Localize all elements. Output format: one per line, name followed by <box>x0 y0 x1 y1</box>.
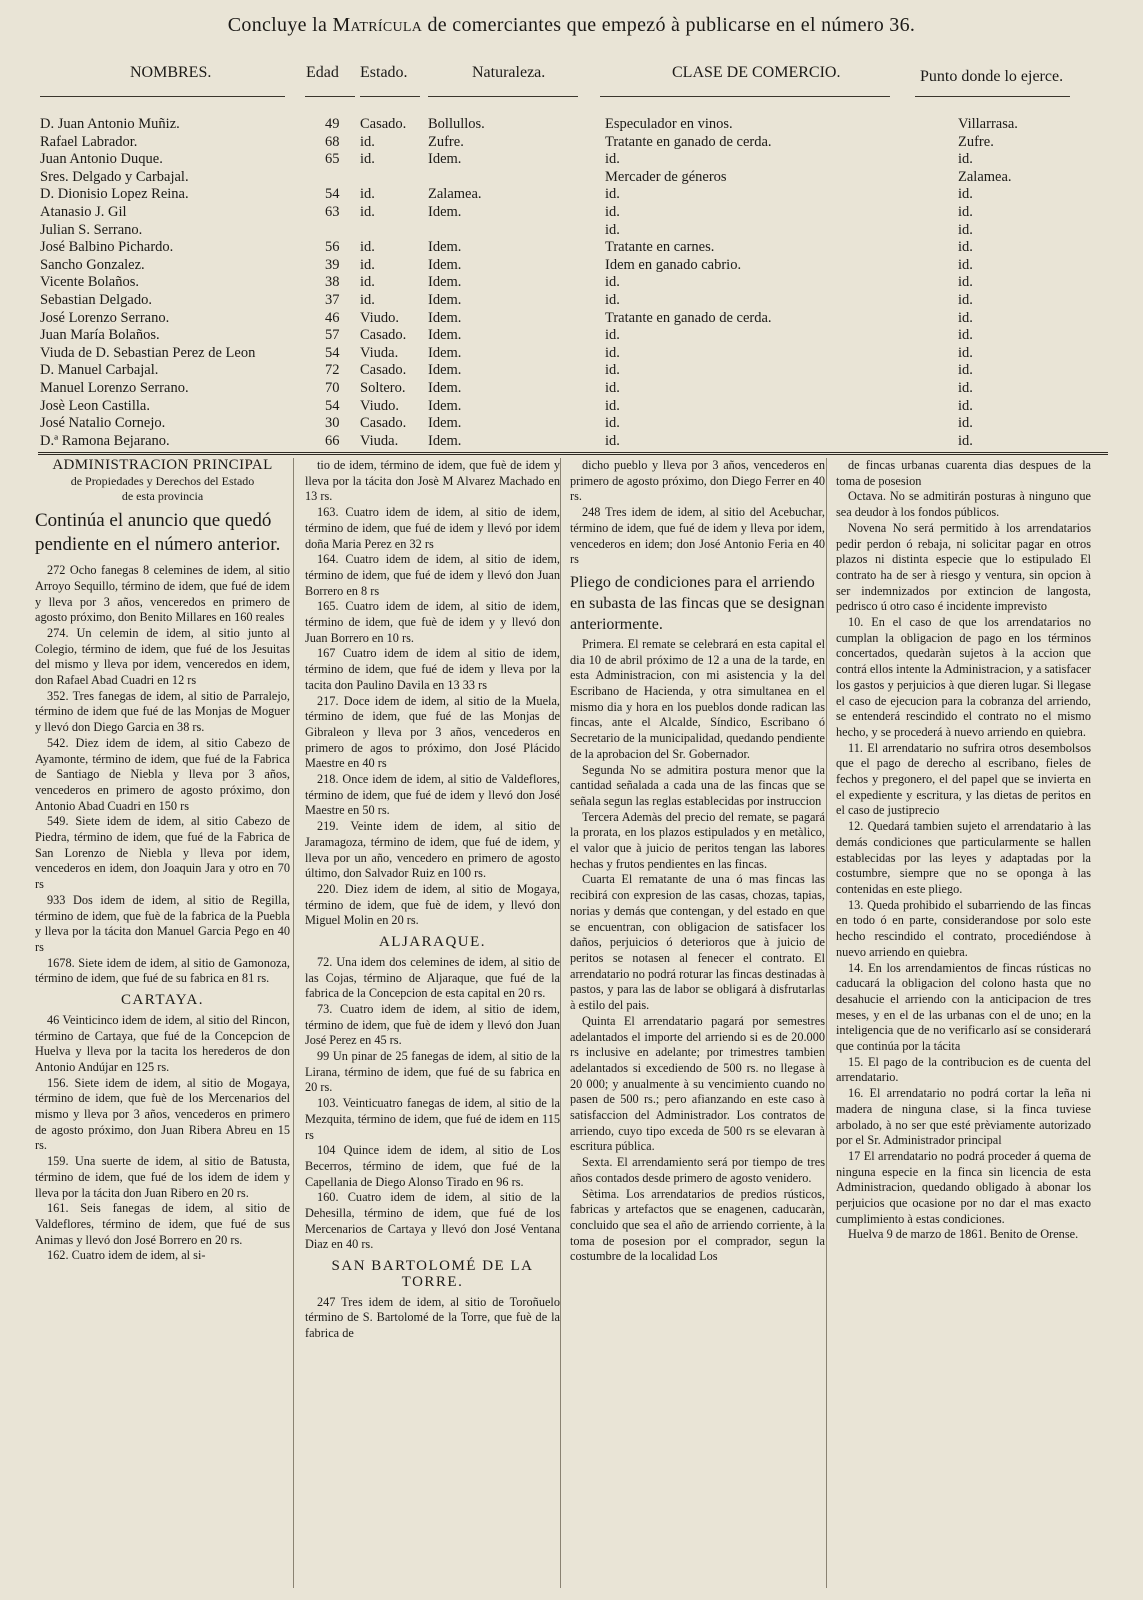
table-row <box>0 134 1143 152</box>
paragraph: 11. El arrendatario no sufrira otros desembolsos que el pago de derecho al escribano, fieles de fechos y pregonero, el del papel que se invierta en el expediente y escritura, y las dietas de peritos en el caso de justiprecio <box>836 740 1091 818</box>
paragraph: 99 Un pinar de 25 fanegas de idem, al sitio de la Lirana, término de idem, que fué de su fabrica en 20 rs. <box>305 1049 560 1095</box>
cell-punto: id. <box>958 380 973 396</box>
cell-estado: id. <box>360 133 375 150</box>
cell-punto: id. <box>958 186 973 203</box>
paragraph: 274. Un celemin de idem, al sitio junto al Colegio, término de idem, que fué de los Jesuitas del mismo y lleva por idem, venceredos en idem, don Rafael Abad Cuadri en 12 rs <box>35 625 290 688</box>
cell-punto: id. <box>958 432 973 449</box>
paragraph: 10. En el caso de que los arrendatarios no cumplan la obligacion de pago en los términos concertados, quedaràn sujetos à la accion que contrá ellos intente la Administracion, y a satisfacer los gastos y perjuicios à que dieren lugar. Si llegase el caso de ejecucion para la cobranza del arriendo, se entenderá rescindido el contrato no el mismo hecho, y se procederá à nuevo arriendo en quiebra. <box>836 615 1091 739</box>
paragraph-group <box>305 1295 560 1342</box>
cell-clase: id. <box>605 362 620 379</box>
cell-nat: Bollullos. <box>428 116 485 132</box>
cell-nat: Idem. <box>428 327 462 344</box>
section-heading: ADMINISTRACION PRINCIPAL <box>52 458 273 473</box>
cell-estado: id. <box>360 186 375 203</box>
column-divider <box>826 458 827 1588</box>
table-row <box>0 345 1143 363</box>
cell-clase: id. <box>605 380 620 396</box>
section-subheading: de Propiedades y Derechos del Estado <box>70 473 255 488</box>
cell-clase: id. <box>605 204 620 220</box>
cell-nombre: D. Manuel Carbajal. <box>40 362 159 379</box>
cell-punto: Zalamea. <box>958 168 1012 185</box>
cell-punto: id. <box>958 344 973 361</box>
table-row <box>0 398 1143 416</box>
table-row <box>0 169 1143 187</box>
cell-edad: 30 <box>325 415 340 432</box>
cell-punto: id. <box>958 239 973 256</box>
cell-nat: Idem. <box>428 415 462 432</box>
cell-punto: id. <box>958 309 973 326</box>
paragraph: Quinta El arrendatario pagará por semestres adelantados el importe del arriendo si es de 20.000 rs inclusive en adelante; por trimestres tambien adelantados si excediendo de 500 rs. no llegase à 20 000; y anualmente à su vencimiento cuando no pasen de 500 rs.; pero afianzando en este caso à satisfaccion del Administrador. Los contratos de arriendo, cuyo tipo exceda de 500 rs se elevaran à escritura pública. <box>570 1013 825 1154</box>
cell-estado: id. <box>360 239 375 256</box>
paragraph: 219. Veinte idem de idem, al sitio de Jaramagoza, término de idem, que fué de idem, y lleva por un año, vencedero en primero de agosto último, don Salvador Ruiz en 100 rs. <box>305 819 560 881</box>
table-row <box>0 310 1143 328</box>
header-rule <box>305 96 355 97</box>
cell-punto: id. <box>958 292 973 308</box>
cell-clase: id. <box>605 415 620 432</box>
paragraph: Cuarta El rematante de una ó mas fincas las recibirá con expresion de las casas, chozas, tapias, norias y demás que contengan, y del estado en que se encuentran, con obligacion de satisfacer los daños, perjuicios ó deterioros que à juicio de peritos se notasen al fenecer el contrato. El arrendatario no podrá roturar las fincas destinadas à pastos, y para las de labor se obligará à disfrutarlas à estilo del pais. <box>570 872 825 1013</box>
paragraph: dicho pueblo y lleva por 3 años, vencederos en primero de agosto próximo, don Diego Ferrer en 40 rs. <box>570 458 825 504</box>
paragraph: 14. En los arrendamientos de fincas rústicas no caducará la obligacion del colono hasta que no desahucie el arriendo con la anticipacion de tres meses, y en el de las urbanas con el de uno; en la inteligencia que de no verificarlo así se considerará que continúa por la tácita <box>836 960 1091 1054</box>
cell-nat: Idem. <box>428 256 462 273</box>
table-row <box>0 274 1143 292</box>
paragraph-group <box>305 458 560 929</box>
table-row <box>0 239 1143 257</box>
header-nombres: NOMBRES. <box>130 64 212 81</box>
cell-clase: id. <box>605 327 620 344</box>
paragraph: 549. Siete idem de idem, al sitio Cabezo de Piedra, término de idem, que fué de la Fabrica de San Lorenzo de Niebla y lleva por idem, vencederos en idem, don Joaquin Jara y otro en 70 rs <box>35 814 290 892</box>
column-1 <box>35 458 290 1600</box>
cell-clase: Idem en ganado cabrio. <box>605 256 742 273</box>
cell-edad: 72 <box>325 362 340 379</box>
paragraph-group <box>35 1013 290 1264</box>
header-clase: CLASE DE COMERCIO. <box>672 64 841 81</box>
cell-edad: 39 <box>325 256 340 273</box>
cell-estado: id. <box>360 151 375 168</box>
table-bottom-rule <box>38 452 1108 455</box>
cell-nombre: José Balbino Pichardo. <box>40 239 174 256</box>
cell-punto: id. <box>958 221 973 238</box>
cell-clase: Especulador en vinos. <box>605 116 733 132</box>
cell-nat: Idem. <box>428 397 462 414</box>
cell-nat: Idem. <box>428 292 462 308</box>
table-row <box>0 380 1143 398</box>
cell-edad: 54 <box>325 186 340 203</box>
paragraph-group <box>836 458 1091 1243</box>
cell-nombre: José Lorenzo Serrano. <box>40 309 170 326</box>
column-4 <box>836 458 1091 1600</box>
cell-nombre: D.ª Ramona Bejarano. <box>40 432 170 449</box>
column-divider <box>560 458 561 1588</box>
paragraph: 12. Quedará tambien sujeto el arrendatario à las demás condiciones que particularmente se hallen establecidas por las leyes y adaptadas por la costumbre, siempre que no se oponga à las contenidas en este pliego. <box>836 819 1091 896</box>
paragraph: 16. El arrendatario no podrá cortar la leña ni madera de ninguna clase, si la finca tuviese arbolado, à no ser que esté prèviamente autorizado por el Sr. Administrador principal <box>836 1086 1091 1148</box>
table-row <box>0 186 1143 204</box>
header-estado: Estado. <box>360 64 408 81</box>
cell-clase: id. <box>605 397 620 414</box>
headline-post: de comerciantes que empezó à publicarse en el número 36. <box>427 14 916 36</box>
header-naturaleza: Naturaleza. <box>472 64 546 81</box>
cell-clase: Mercader de géneros <box>605 168 727 185</box>
cell-clase: id. <box>605 432 620 449</box>
town-heading: ALJARAQUE. <box>378 934 487 951</box>
table-row <box>0 362 1143 380</box>
table-row <box>0 204 1143 222</box>
header-edad: Edad <box>306 64 339 81</box>
cell-punto: id. <box>958 151 973 168</box>
table-row <box>0 222 1143 240</box>
cell-nombre: José Natalio Cornejo. <box>40 415 166 432</box>
paragraph: 156. Siete idem de idem, al sitio de Mogaya, término de idem, que fuè de los Mercenarios del mismo y lleva por 3 años, vencederos en primero de agosto próximo, don Juan Ribera Abreu en 15 rs. <box>35 1075 290 1153</box>
paragraph: 165. Cuatro idem de idem, al sitio de idem, término de idem, que fuè de idem y y llevó don Juan Borrero en 10 rs. <box>305 599 560 645</box>
paragraph: Huelva 9 de marzo de 1861. Benito de Orense. <box>848 1227 1079 1242</box>
cell-nat: Idem. <box>428 274 462 291</box>
cell-edad: 54 <box>325 397 340 414</box>
cell-edad: 37 <box>325 292 340 308</box>
header-rule <box>428 96 578 97</box>
headline-pre: Concluye la <box>227 14 328 36</box>
header-rule <box>915 96 1070 97</box>
paragraph: tio de idem, término de idem, que fuè de idem y lleva por la tácita don Josè M Alvarez Machado en 13 rs. <box>305 458 560 504</box>
cell-nat: Idem. <box>428 309 462 326</box>
paragraph-group <box>570 637 825 1265</box>
cell-estado: Viudo. <box>360 309 400 326</box>
header-punto: Punto donde lo ejerce. <box>920 68 1064 85</box>
column-3 <box>570 458 825 1600</box>
cell-clase: Tratante en carnes. <box>605 239 715 256</box>
cell-clase: Tratante en ganado de cerda. <box>605 133 772 150</box>
paragraph: 46 Veinticinco idem de idem, al sitio del Rincon, término de Cartaya, que fué de la Concepcion de Huelva y lleva por la tacita los herederos de don Antonio Andújar en 125 rs. <box>35 1012 290 1074</box>
cell-clase: id. <box>605 151 620 168</box>
cell-punto: Villarrasa. <box>958 116 1018 132</box>
paragraph: 162. Cuatro idem de idem, al si- <box>47 1248 206 1263</box>
cell-nombre: Sancho Gonzalez. <box>40 256 145 273</box>
cell-nombre: D. Dionisio Lopez Reina. <box>40 186 189 203</box>
cell-punto: id. <box>958 415 973 432</box>
cell-edad: 63 <box>325 204 340 220</box>
cell-nat: Idem. <box>428 344 462 361</box>
cell-edad: 66 <box>325 432 340 449</box>
paragraph: Primera. El remate se celebrará en esta capital el dia 10 de abril próximo de 12 a una de la tarde, en esta Administracion, con mi asistencia y la del Escribano de Hacienda, y otra simultanea en el mismo dia y hora en los pueblos donde radican las fincas, ante el Alcalde, Síndico, Escribano ó Secretario de la municipalidad, quedando pendiente de la aprobacion del Sr. Gobernador. <box>570 636 825 761</box>
paragraph: 160. Cuatro idem de idem, al sitio de la Dehesilla, término de idem, que fué de los Mercenarios de Cartaya y llevó don José Ventana Diaz en 40 rs. <box>305 1190 560 1252</box>
cell-estado: id. <box>360 256 375 273</box>
table-row <box>0 327 1143 345</box>
section-subheading: de esta provincia <box>121 489 204 504</box>
cell-nombre: Sres. Delgado y Carbajal. <box>40 168 189 185</box>
table-row <box>0 151 1143 169</box>
paragraph: 542. Diez idem de idem, al sitio Cabezo de Ayamonte, término de idem, que fué de la Fabrica de Santiago de Niebla y lleva por 3 años, vencederos en primero de agosto próximo, don Antonio Abad Cuadri en 150 rs <box>35 735 290 813</box>
cell-punto: id. <box>958 204 973 220</box>
cell-clase: Tratante en ganado de cerda. <box>605 309 772 326</box>
cell-punto: id. <box>958 327 973 344</box>
paragraph: 248 Tres idem de idem, al sitio del Acebuchar, término de idem, que fué de idem y lleva por idem, vencederos en idem; don José Antonio Feria en 40 rs <box>570 505 825 567</box>
cell-edad: 68 <box>325 133 340 150</box>
cell-nat: Zufre. <box>428 133 464 150</box>
town-heading: SAN BARTOLOMÉ DE LA TORRE. <box>331 1258 534 1290</box>
paragraph-group <box>570 458 825 568</box>
cell-clase: id. <box>605 186 620 203</box>
table-row <box>0 116 1143 134</box>
table-row <box>0 433 1143 451</box>
cell-nat: Idem. <box>428 239 462 256</box>
table-row <box>0 292 1143 310</box>
table-row <box>0 415 1143 433</box>
cell-clase: id. <box>605 292 620 308</box>
paragraph: Sètima. Los arrendatarios de predios rústicos, fabricas y artefactos que se enagenen, caducaràn, concluido que sea el año de arriendo corriente, à la toma de posesion por el comprador, segun la costumbre de la localidad Los <box>570 1186 825 1264</box>
cell-punto: id. <box>958 397 973 414</box>
cell-estado: id. <box>360 274 375 291</box>
cell-nombre: Viuda de D. Sebastian Perez de Leon <box>40 344 256 361</box>
paragraph: 217. Doce idem de idem, al sitio de la Muela, término de idem, que fué de las Monjas de Gibraleon y lleva por 3 años, vencederos en primero de agos to próximo, don José Plácido Maestre en 40 rs <box>305 693 560 771</box>
cell-punto: id. <box>958 274 973 291</box>
cell-estado: Casado. <box>360 327 407 344</box>
paragraph: 103. Veinticuatro fanegas de idem, al sitio de la Mezquita, término de idem, que fué de idem en 115 rs <box>305 1096 560 1142</box>
paragraph: 933 Dos idem de idem, al sitio de Regilla, término de idem, que fuè de la fabrica de la Puebla y lleva por la tácita don Manuel Garcia Pego en 40 rs <box>35 892 290 954</box>
cell-estado: id. <box>360 204 375 220</box>
paragraph: 13. Queda prohibido el subarriendo de las fincas en todo ó en parte, considerandose por solo este hecho rescindido el contrato, procediéndose à nuevo arriendo en quiebra. <box>836 897 1091 959</box>
paragraph: de fincas urbanas cuarenta dias despues de la toma de posesion <box>836 458 1091 488</box>
text-columns <box>0 458 1143 1600</box>
cell-nombre: Josè Leon Castilla. <box>40 397 150 414</box>
cell-nat: Idem. <box>428 151 462 168</box>
cell-edad: 49 <box>325 116 340 132</box>
town-heading: CARTAYA. <box>120 992 205 1009</box>
cell-estado: Viudo. <box>360 397 400 414</box>
cell-edad: 57 <box>325 327 340 344</box>
cell-punto: Zufre. <box>958 133 994 150</box>
cell-estado: Casado. <box>360 415 407 432</box>
paragraph: 159. Una suerte de idem, al sitio de Batusta, término de idem, que fué de los idem de idem y lleva por la tácita don Juan Ribero en 20 rs. <box>35 1154 290 1200</box>
cell-punto: id. <box>958 362 973 379</box>
paragraph: 161. Seis fanegas de idem, al sitio de Valdeflores, término de idem, que fué de sus Animas y llevó don José Borrero en 20 rs. <box>35 1201 290 1247</box>
paragraph: Tercera Ademàs del precio del remate, se pagará la prorata, en los plazos estipulados y en metàlico, el valor que à juicio de peritos tengan las labores hechas y frutos pendientes en las fincas. <box>570 809 825 871</box>
cell-nat: Zalamea. <box>428 186 482 203</box>
column-divider <box>293 458 294 1588</box>
paragraph-group <box>305 955 560 1253</box>
cell-nat: Idem. <box>428 432 462 449</box>
paragraph: 164. Cuatro idem de idem, al sitio de idem, término de idem, que fué de idem y llevó don Juan Borrero en 8 rs <box>305 552 560 598</box>
paragraph: 167 Cuatro idem de idem al sitio de idem, término de idem, que fué de idem y lleva por la tacita don Paulino Davila en 13 33 rs <box>305 646 560 692</box>
cell-edad: 70 <box>325 380 340 396</box>
paragraph: 272 Ocho fanegas 8 celemines de idem, al sitio Arroyo Sequillo, término de idem, que fué de idem y lleva por 3 años, venceredos en primero de agosto próximo, don Benito Millares en 160 reales <box>35 563 290 625</box>
cell-clase: id. <box>605 221 620 238</box>
paragraph: 15. El pago de la contribucion es de cuenta del arrendatario. <box>836 1054 1091 1085</box>
cell-nat: Idem. <box>428 204 462 220</box>
intro-heading: Continúa el anuncio que quedó pendiente en el número anterior. <box>35 510 281 556</box>
paragraph: Novena No será permitido à los arrendatarios pedir perdon ó rebaja, ni solicitar pagar en otros plazos ni distinta especie que lo estipulado El contrato ha de ser à riesgo y ventura, sin opcion à ser indemnizados por extincion de langosta, pedrisco ú otro caso é incidente imprevisto <box>836 520 1091 614</box>
cell-nombre: Julian S. Serrano. <box>40 221 143 238</box>
cell-nombre: Manuel Lorenzo Serrano. <box>40 380 189 396</box>
paragraph-group <box>35 563 290 987</box>
paragraph: 73. Cuatro idem de idem, al sitio de idem, término de idem, que fuè de idem y llevó don Juan José Perez en 45 rs. <box>305 1001 560 1048</box>
cell-estado: Casado. <box>360 362 407 379</box>
cell-nombre: Vicente Bolaños. <box>40 274 139 291</box>
cell-estado: Viuda. <box>360 432 399 449</box>
cell-edad: 56 <box>325 239 340 256</box>
column-2 <box>305 458 560 1600</box>
table-row <box>0 257 1143 275</box>
conditions-title: Pliego de condiciones para el arriendo en subasta de las fincas que se designan anteriormente. <box>570 573 825 633</box>
header-rule <box>360 96 420 97</box>
cell-nombre: Juan María Bolaños. <box>40 327 160 344</box>
cell-edad: 38 <box>325 274 340 291</box>
cell-estado: id. <box>360 292 375 308</box>
cell-estado: Casado. <box>360 116 407 132</box>
cell-punto: id. <box>958 256 973 273</box>
header-rule <box>600 96 890 97</box>
paragraph: 247 Tres idem de idem, al sitio de Toroñuelo término de S. Bartolomé de la Torre, que fuè de la fabrica de <box>305 1294 560 1340</box>
paragraph: 163. Cuatro idem de idem, al sitio de idem, término de idem, que fué de idem y llevó por idem doña Maria Perez en 32 rs <box>305 505 560 551</box>
paragraph: 104 Quince idem de idem, al sitio de Los Becerros, término de idem, que fué de la Capellania de Diego Alonso Tirado en 96 rs. <box>305 1143 560 1189</box>
headline-mid: Matrícula <box>332 14 423 36</box>
paragraph: Octava. No se admitirán posturas à ninguno que sea deudor à los fondos públicos. <box>836 489 1091 520</box>
cell-nombre: D. Juan Antonio Muñiz. <box>40 116 180 132</box>
cell-edad: 65 <box>325 151 340 168</box>
cell-nombre: Sebastian Delgado. <box>40 292 152 308</box>
cell-nombre: Rafael Labrador. <box>40 133 138 150</box>
cell-estado: Soltero. <box>360 380 406 396</box>
cell-edad: 54 <box>325 344 340 361</box>
cell-clase: id. <box>605 274 620 291</box>
header-rule <box>40 96 285 97</box>
paragraph: 17 El arrendatario no podrá proceder á quema de ninguna especie en la finca sin licencia de esta Administracion, quedando obligado à abonar los perjuicios que ocasione por no dar el mas exacto cumplimiento à estas condiciones. <box>836 1148 1091 1226</box>
cell-clase: id. <box>605 344 620 361</box>
paragraph: Segunda No se admitira postura menor que la cantidad señalada a cada una de las fincas que se señala segun las reglas establecidas por instruccion <box>570 762 825 808</box>
paragraph: 72. Una idem dos celemines de idem, al sitio de las Cojas, término de Aljaraque, que fué de la fabrica de la Concepcion de esta capital en 20 rs. <box>305 954 560 1001</box>
page-headline <box>0 14 1143 37</box>
paragraph: 1678. Siete idem de idem, al sitio de Gamonoza, término de idem, que fué de su fabrica en 81 rs. <box>35 955 290 986</box>
cell-estado: Viuda. <box>360 344 399 361</box>
paragraph: 220. Diez idem de idem, al sitio de Mogaya, término de idem, que fuè de idem, y llevó don Miguel Molin en 20 rs. <box>305 881 560 928</box>
cell-nombre: Juan Antonio Duque. <box>40 151 163 168</box>
paragraph: Sexta. El arrendamiento será por tiempo de tres años contados desde primero de agosto venidero. <box>570 1155 825 1185</box>
cell-nombre: Atanasio J. Gil <box>40 204 127 220</box>
cell-nat: Idem. <box>428 362 462 379</box>
paragraph: 352. Tres fanegas de idem, al sitio de Parralejo, término de idem que fué de las Monjas de Moguer y llevó don Diego Garcia en 38 rs. <box>35 688 290 735</box>
paragraph: 218. Once idem de idem, al sitio de Valdeflores, término de idem, que fué de idem y llevó don José Maestre en 50 rs. <box>305 772 560 818</box>
cell-edad: 46 <box>325 309 340 326</box>
cell-nat: Idem. <box>428 380 462 396</box>
